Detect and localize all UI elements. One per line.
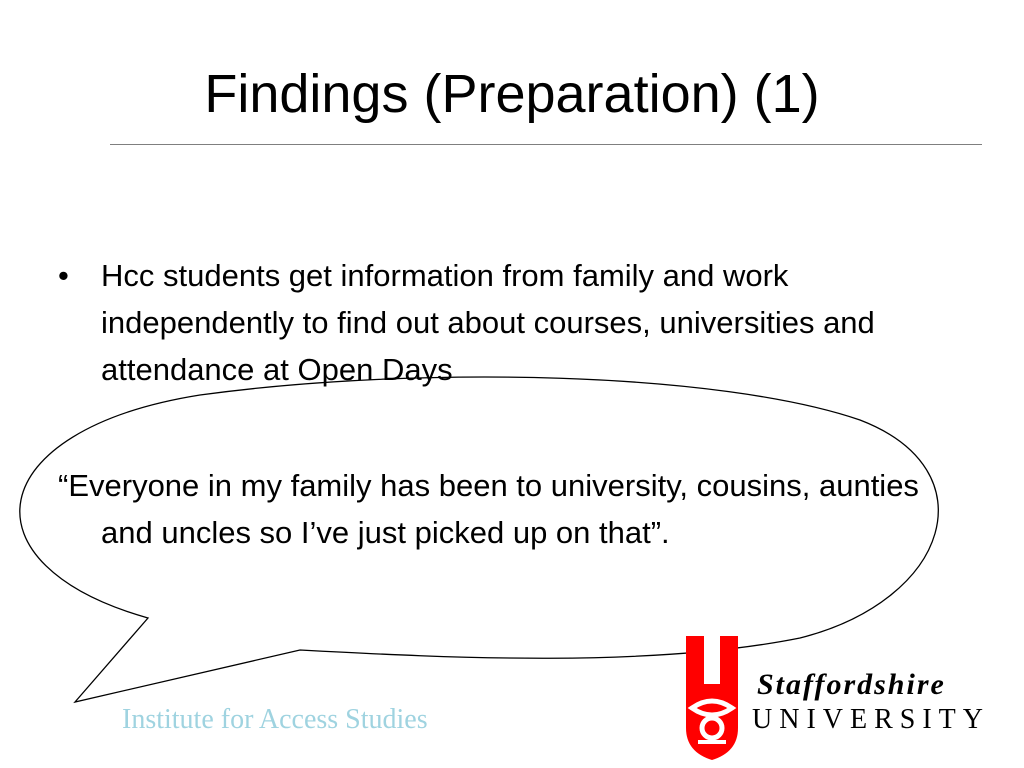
footer-institute: Institute for Access Studies [122, 704, 428, 735]
university-shield-logo [682, 636, 742, 760]
quote-text: “Everyone in my family has been to university, cousins, aunties and uncles so I’ve just picked up on that”. [58, 468, 919, 550]
logo-text-university: UNIVERSITY [752, 704, 990, 735]
logo-text-staffordshire: Staffordshire [757, 668, 946, 701]
slide-title: Findings (Preparation) (1) [204, 64, 820, 124]
bullet-point [58, 252, 938, 393]
bullet-text: Hcc students get information from family and work independently to find out about courses, universities and attendance at Open Days [101, 258, 875, 387]
bullet-symbol: • [58, 258, 69, 293]
